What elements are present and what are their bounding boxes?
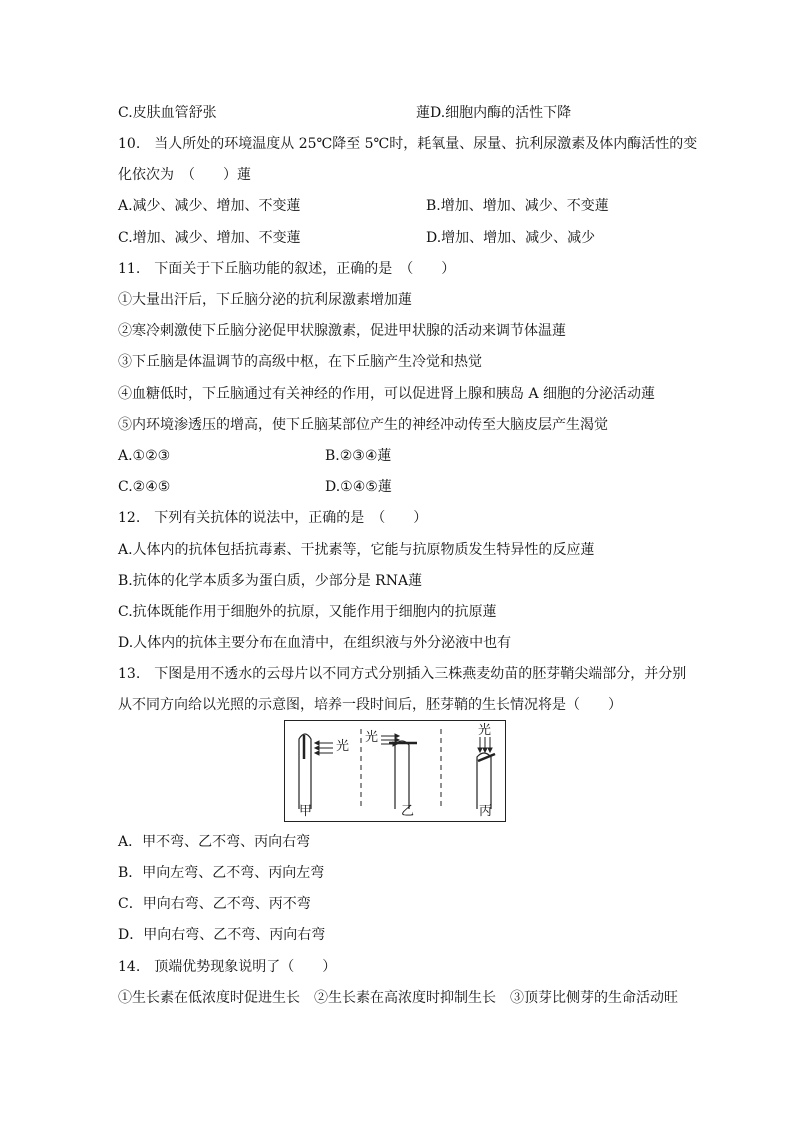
q13-option-b: B．甲向左弯、乙不弯、丙向左弯 xyxy=(118,865,325,881)
coleoptile-yi xyxy=(381,734,417,809)
q14-stem: 14. 顶端优势现象说明了（ ） xyxy=(118,959,337,975)
q10-option-d: D.增加、增加、减少、减少 xyxy=(426,230,596,246)
q11-option-d: D.①④⑤蓮 xyxy=(325,479,392,495)
label-bing: 丙 xyxy=(479,804,493,819)
coleoptile-bing xyxy=(477,737,495,809)
q13-option-c: C．甲向右弯、乙不弯、丙不弯 xyxy=(118,896,311,912)
q10-stem-line1: 10. 当人所处的环境温度从 25℃降至 5℃时，耗氧量、尿量、抗利尿激素及体内酶活性的变 xyxy=(118,136,698,152)
q10-option-a: A.减少、减少、增加、不变蓮 xyxy=(118,198,301,214)
coleoptile-diagram xyxy=(285,721,507,823)
q11-item-2: ②寒冷刺激使下丘脑分泌促甲状腺激素，促进甲状腺的活动来调节体温蓮 xyxy=(118,323,566,339)
q11-option-a: A.①②③ xyxy=(118,448,171,464)
coleoptile-figure xyxy=(284,720,506,822)
q11-stem: 11. 下面关于下丘脑功能的叙述，正确的是 （ ） xyxy=(118,261,456,277)
q9-option-c: C.皮肤血管舒张 xyxy=(118,105,217,121)
light-label-jia: 光 xyxy=(336,739,350,754)
label-yi: 乙 xyxy=(401,804,415,819)
q14-line1: ①生长素在低浓度时促进生长 ②生长素在高浓度时抑制生长 ③顶芽比侧芽的生命活动旺 xyxy=(118,990,678,1006)
q12-option-b: B.抗体的化学本质多为蛋白质，少部分是 RNA蓮 xyxy=(118,573,423,589)
q13-stem-line1: 13. 下图是用不透水的云母片以不同方式分别插入三株燕麦幼苗的胚芽鞘尖端部分，并分别 xyxy=(118,666,687,682)
light-label-bing: 光 xyxy=(478,723,492,738)
q13-option-d: D．甲向右弯、乙不弯、丙向右弯 xyxy=(118,927,326,943)
q12-option-d: D.人体内的抗体主要分布在血清中，在组织液与外分泌液中也有 xyxy=(118,635,512,651)
q10-stem-line2: 化依次为 （ ）蓮 xyxy=(118,167,251,183)
q10-option-c: C.增加、减少、增加、不变蓮 xyxy=(118,230,301,246)
mica-sheet-bing xyxy=(478,754,495,761)
light-label-yi: 光 xyxy=(365,730,379,745)
q11-option-c: C.②④⑤ xyxy=(118,479,171,495)
q10-option-b: B.增加、增加、减少、不变蓮 xyxy=(426,198,609,214)
q13-stem-line2: 从不同方向给以光照的示意图，培养一段时间后，胚芽鞘的生长情况将是（ ） xyxy=(118,697,622,713)
coleoptile-jia xyxy=(299,734,333,809)
q11-item-5: ⑤内环境渗透压的增高，使下丘脑某部位产生的神经冲动传至大脑皮层产生渴觉 xyxy=(118,417,608,433)
q13-option-a: A．甲不弯、乙不弯、丙向右弯 xyxy=(118,834,311,850)
label-jia: 甲 xyxy=(299,804,313,819)
q11-item-4: ④血糖低时，下丘脑通过有关神经的作用，可以促进肾上腺和胰岛 A 细胞的分泌活动蓮 xyxy=(118,386,656,402)
q11-option-b: B.②③④蓮 xyxy=(325,448,392,464)
q12-stem: 12. 下列有关抗体的说法中，正确的是 （ ） xyxy=(118,510,428,526)
q9-option-d: 蓮D.细胞内酶的活性下降 xyxy=(416,105,572,121)
q12-option-c: C.抗体既能作用于细胞外的抗原，又能作用于细胞内的抗原蓮 xyxy=(118,604,497,620)
q11-item-3: ③下丘脑是体温调节的高级中枢，在下丘脑产生冷觉和热觉 xyxy=(118,354,482,370)
q11-item-1: ①大量出汗后，下丘脑分泌的抗利尿激素增加蓮 xyxy=(118,292,412,308)
q12-option-a: A.人体内的抗体包括抗毒素、干扰素等，它能与抗原物质发生特异性的反应蓮 xyxy=(118,542,595,558)
